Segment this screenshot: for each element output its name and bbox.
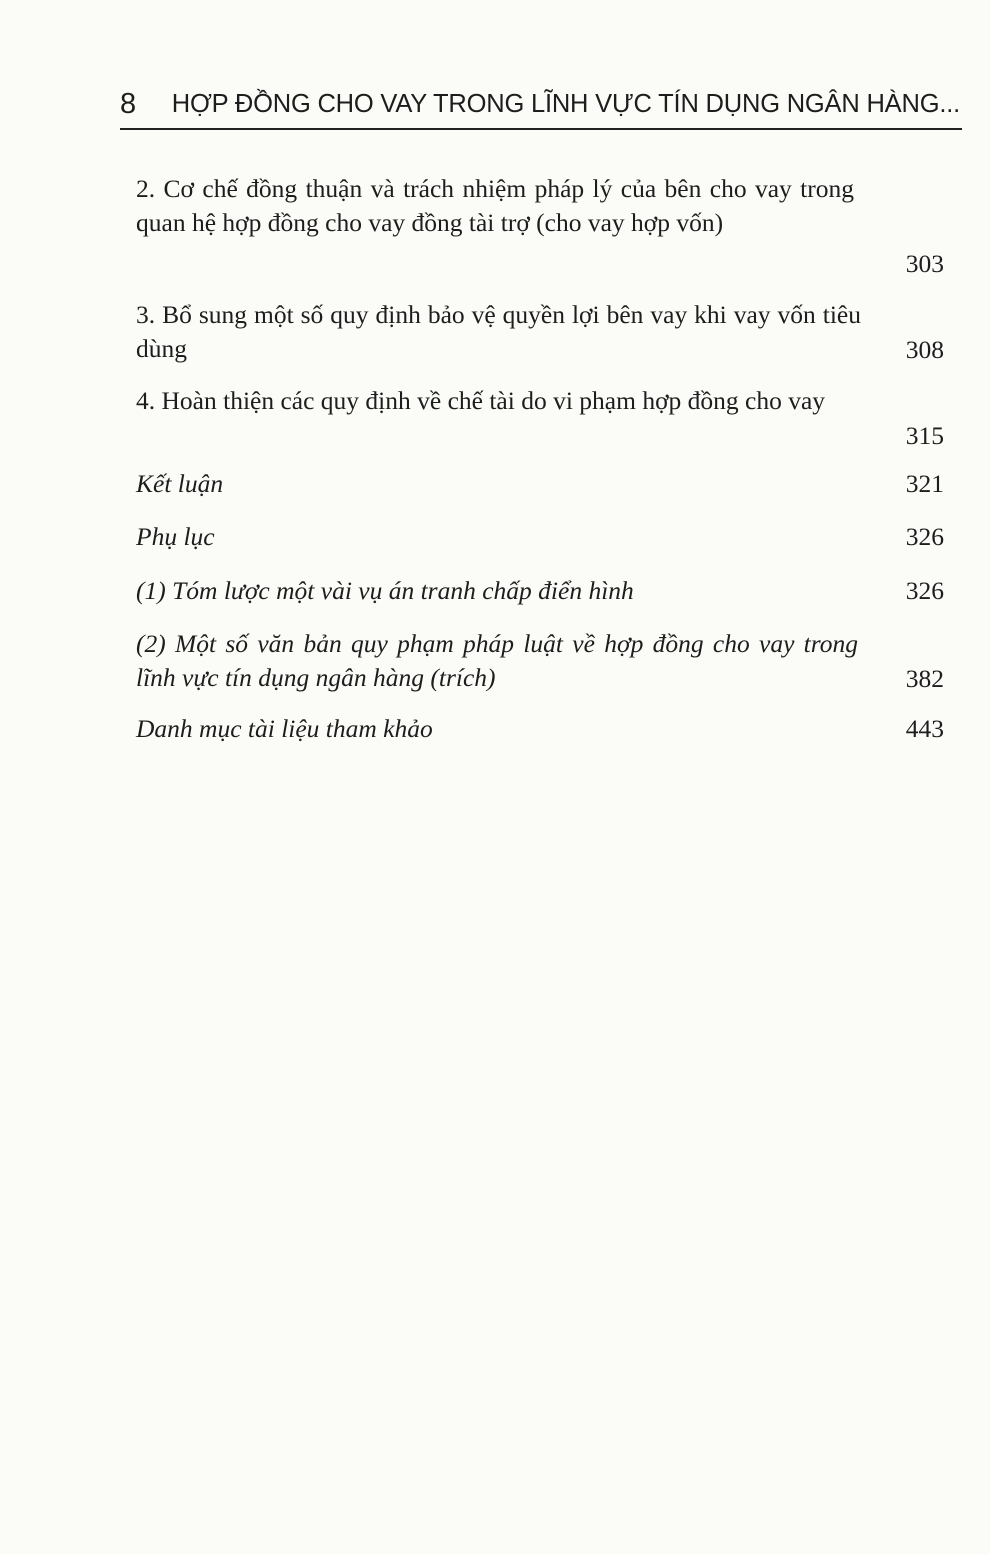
page-header xyxy=(120,84,962,130)
toc-entry-page: 315 xyxy=(905,421,944,450)
toc-entry-title: (1) Tóm lược một vài vụ án tranh chấp điển hình xyxy=(136,576,634,605)
toc-entry-title: (2) Một số văn bản quy phạm pháp luật về hợp đồng cho vay trong lĩnh vực tín dụng ngân hàng (trích) xyxy=(136,629,858,692)
page-number: 8 xyxy=(120,88,137,120)
toc-entry-page: 303 xyxy=(905,249,944,278)
toc-entry-title: Phụ lục xyxy=(136,522,215,551)
toc-entry-page: 321 xyxy=(905,469,944,498)
toc-entry-page: 326 xyxy=(905,522,944,551)
toc-entry-page: 382 xyxy=(905,664,944,693)
toc-entry-title: 3. Bổ sung một số quy định bảo vệ quyền lợi bên vay khi vay vốn tiêu dùng xyxy=(136,300,861,363)
toc-entry-title: 4. Hoàn thiện các quy định về chế tài do vi phạm hợp đồng cho vay xyxy=(136,386,826,415)
toc-entry-page: 443 xyxy=(905,714,944,743)
toc-entry-page: 326 xyxy=(905,576,944,605)
running-title: HỢP ĐỒNG CHO VAY TRONG LĨNH VỰC TÍN DỤNG NGÂN HÀNG... xyxy=(171,90,960,118)
toc-entry-page: 308 xyxy=(905,335,944,364)
toc-entry-title: Kết luận xyxy=(136,469,224,498)
toc-entry-title: 2. Cơ chế đồng thuận và trách nhiệm pháp lý của bên cho vay trong quan hệ hợp đồng cho vay đồng tài trợ (cho vay hợp vốn) xyxy=(136,174,854,237)
toc-entry-title: Danh mục tài liệu tham khảo xyxy=(136,714,433,743)
